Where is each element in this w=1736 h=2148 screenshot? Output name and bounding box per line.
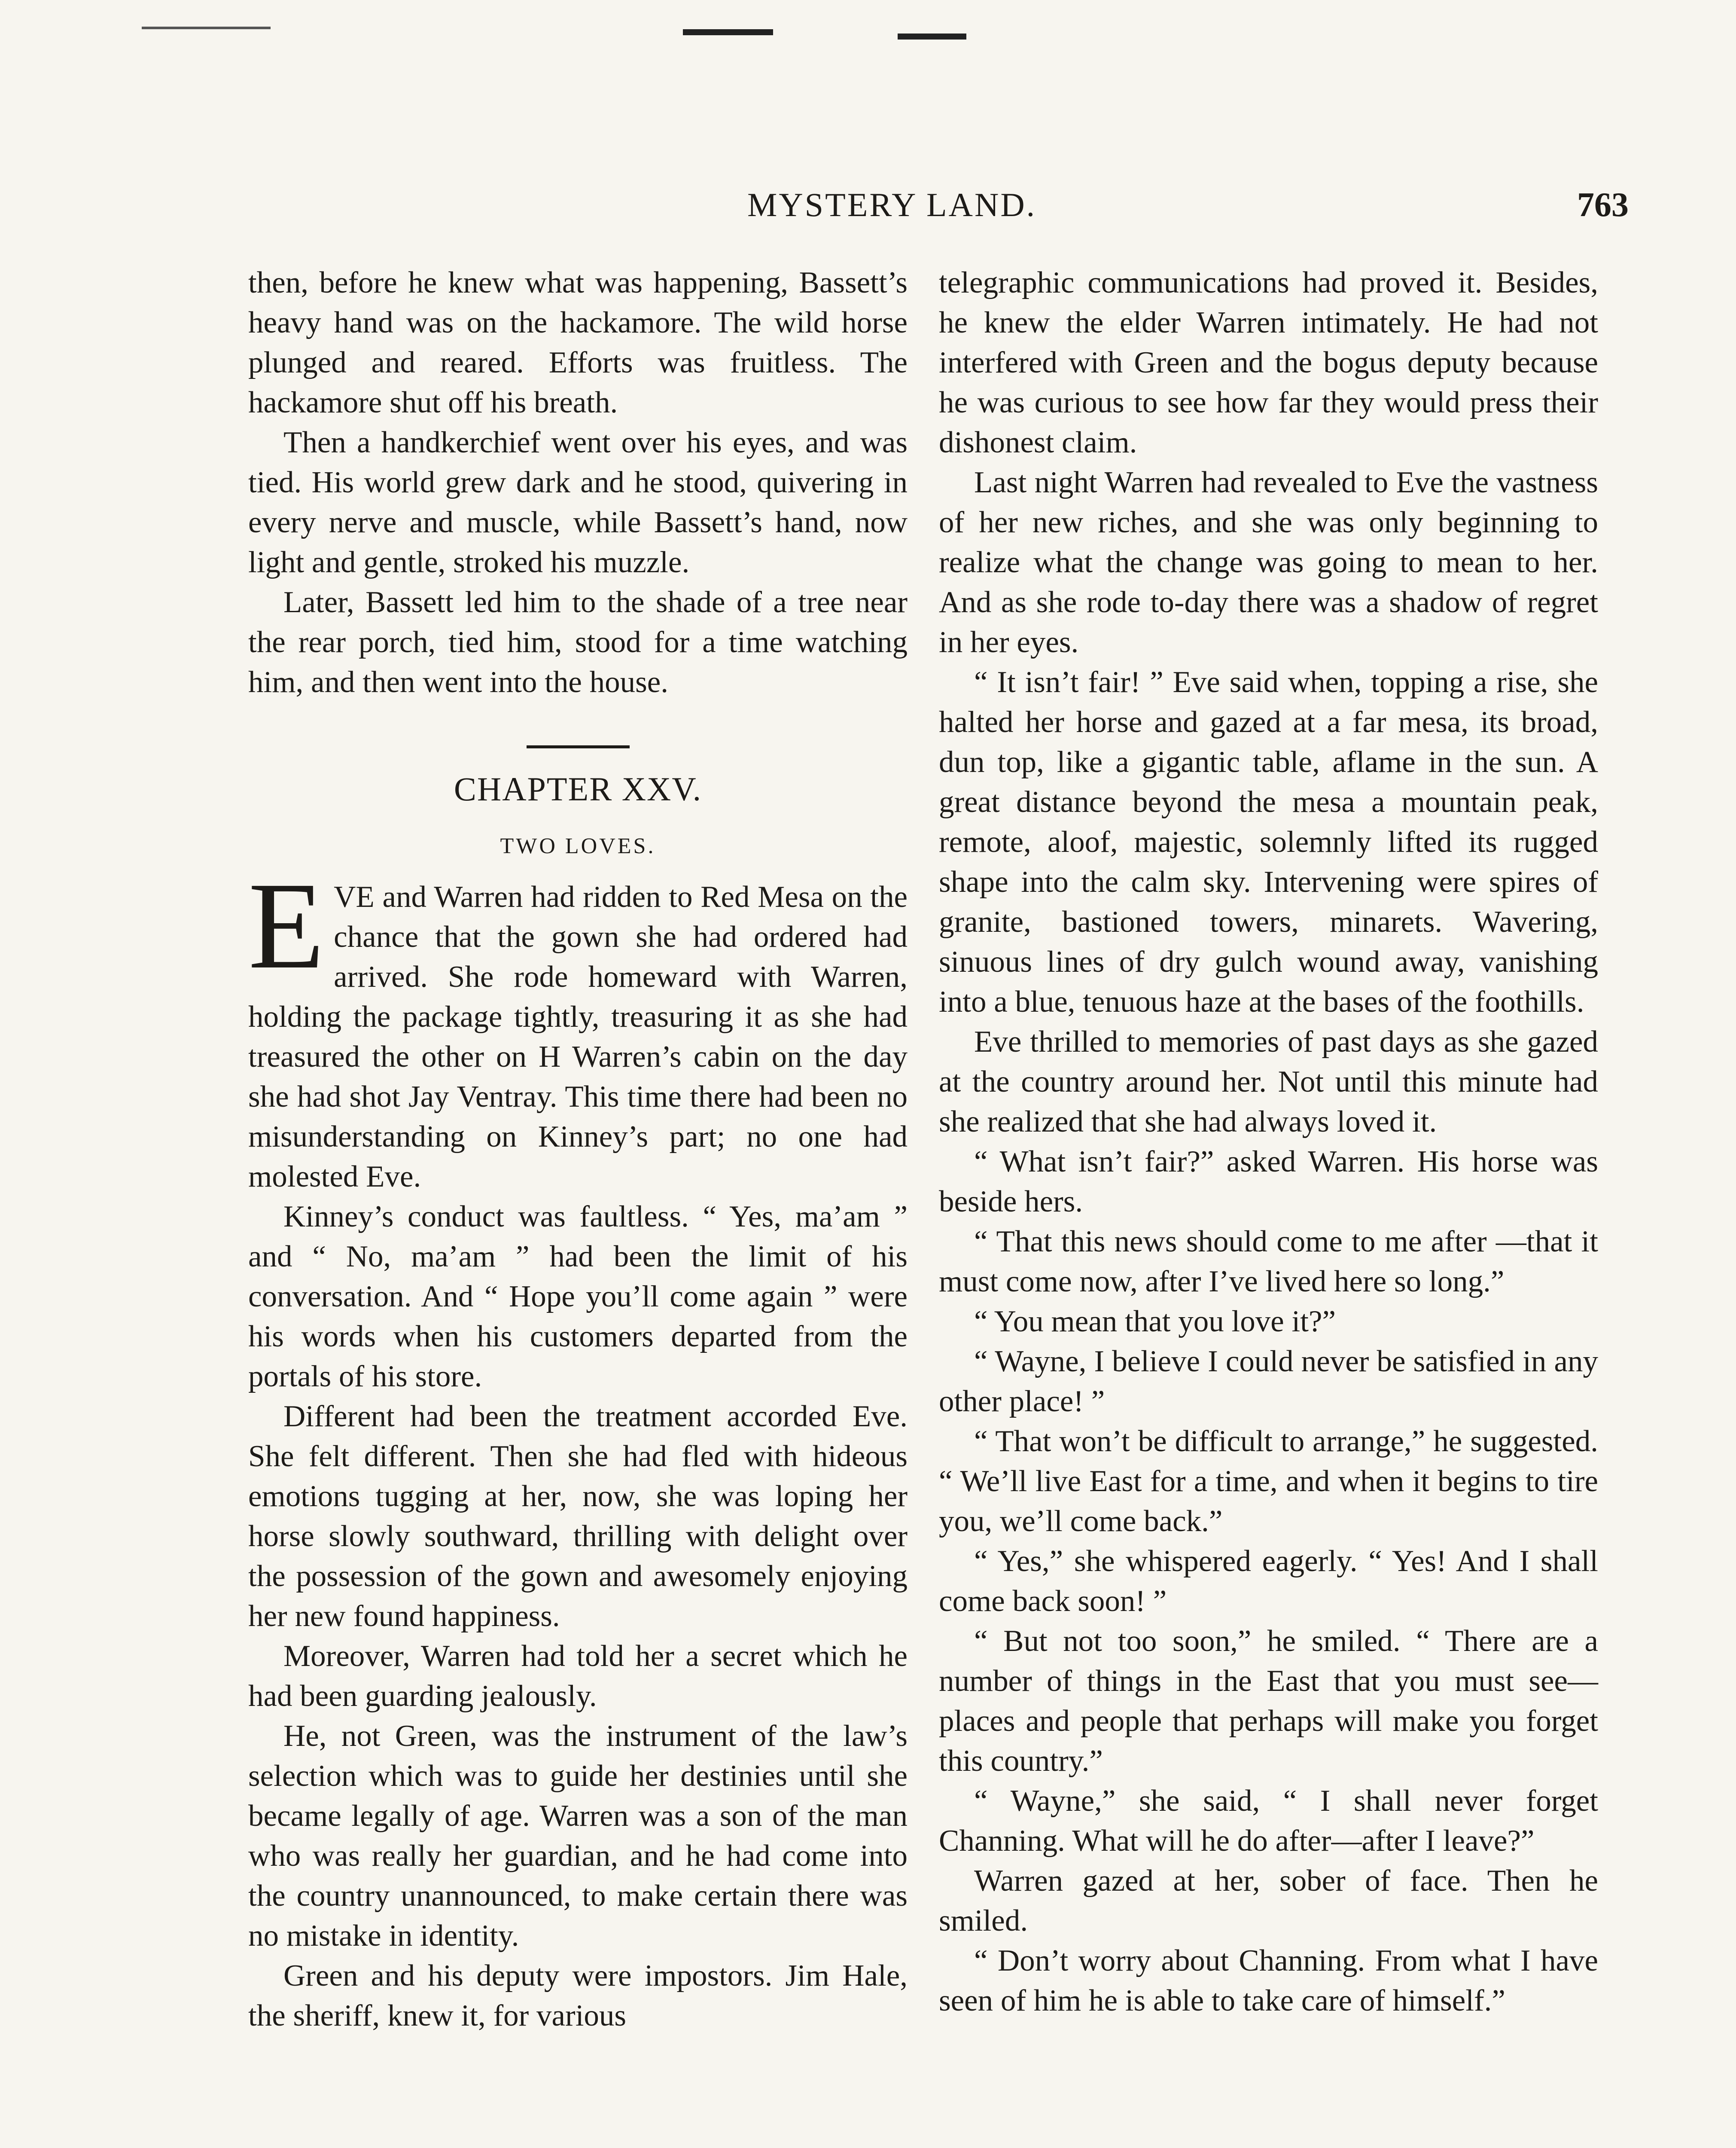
section-rule bbox=[527, 745, 630, 748]
paragraph: “ It isn’t fair! ” Eve said when, topping a rise, she halted her horse and gazed at a far mesa, its broad, dun top, like a gigantic table, aflame in the sun. A great distance beyond the mesa a mountain peak, remote, aloof, majestic, solemnly lifted its rugged shape into the calm sky. Intervening were spires of granite, bastioned towers, minarets. Wavering, sinuous lines of dry gulch wound away, vanishing into a blue, tenuous haze at the bases of the foothills. bbox=[939, 665, 1598, 1019]
chapter-title: CHAPTER XXV. bbox=[454, 770, 702, 808]
scan-mark bbox=[683, 29, 773, 35]
paragraph: He, not Green, was the instrument of the law’s selection which was to guide her destinies until she became legally of age. Warren was a son of the man who was really her guardian, and he had come into the country unannounced, to make certain there was no mistake in identity. bbox=[248, 1719, 908, 1953]
page-number: 763 bbox=[1577, 186, 1629, 224]
paragraph: “ That this news should come to me after —that it must come now, after I’ve lived here so long.” bbox=[939, 1225, 1598, 1298]
paragraph: “ What isn’t fair?” asked Warren. His horse was beside hers. bbox=[939, 1145, 1598, 1218]
scan-mark bbox=[142, 27, 271, 29]
right-column bbox=[939, 263, 1598, 2021]
paragraph: Eve thrilled to memories of past days as she gazed at the country around her. Not until this minute had she realized that she had always loved it. bbox=[939, 1025, 1598, 1138]
left-column bbox=[248, 263, 908, 2036]
paragraph: Different had been the treatment accorded Eve. She felt different. Then she had fled with hideous emotions tugging at her, now, she was loping her horse slowly southward, thrilling with delight over the possession of the gown and awesomely enjoying her new found happiness. bbox=[248, 1400, 908, 1633]
paragraph: telegraphic communications had proved it. Besides, he knew the elder Warren intimately. He had not interfered with Green and the bogus deputy because he was curious to see how far they would press their dishonest claim. bbox=[939, 266, 1598, 459]
paragraph-text: VE and Warren had ridden to Red Mesa on the chance that the gown she had ordered had arrived. She rode homeward with Warren, holding the package tightly, treasuring it as she had treasured the other on H Warren’s cabin on the day she had shot Jay Ventray. This time there had been no misunderstanding on Kinney’s part; no one had molested Eve. bbox=[248, 880, 908, 1193]
paragraph: Moreover, Warren had told her a secret which he had been guarding jealously. bbox=[248, 1639, 908, 1713]
paragraph: Green and his deputy were impostors. Jim Hale, the sheriff, knew it, for various bbox=[248, 1959, 908, 2032]
running-head: MYSTERY LAND. bbox=[747, 186, 1037, 223]
scan-mark bbox=[898, 34, 966, 40]
paragraph: Warren gazed at her, sober of face. Then he smiled. bbox=[939, 1864, 1598, 1937]
paragraph: Last night Warren had revealed to Eve the vastness of her new riches, and she was only beginning to realize what the change was going to mean to her. And as she rode to-day there was a shadow of regret in her eyes. bbox=[939, 466, 1598, 659]
paragraph: “ Don’t worry about Channing. From what I have seen of him he is able to take care of himself.” bbox=[939, 1944, 1598, 2017]
paragraph: then, before he knew what was happening, Bassett’s heavy hand was on the hackamore. The wild horse plunged and reared. Efforts was fruitless. The hackamore shut off his breath. bbox=[248, 266, 908, 419]
paragraph: “ Wayne, I believe I could never be satisfied in any other place! ” bbox=[939, 1345, 1598, 1418]
paragraph: Later, Bassett led him to the shade of a tree near the rear porch, tied him, stood for a time watching him, and then went into the house. bbox=[248, 586, 908, 699]
paragraph: Kinney’s conduct was faultless. “ Yes, ma’am ” and “ No, ma’am ” had been the limit of his conversation. And “ Hope you’ll come again ” were his words when his customers departed from the portals of his store. bbox=[248, 1200, 908, 1393]
paragraph: “ You mean that you love it?” bbox=[974, 1305, 1336, 1338]
paragraph: “ That won’t be difficult to arrange,” he suggested. “ We’ll live East for a time, and when it begins to tire you, we’ll come back.” bbox=[939, 1425, 1598, 1538]
chapter-first-paragraph bbox=[248, 857, 908, 1197]
paragraph: “ Wayne,” she said, “ I shall never forget Channing. What will he do after—after I leave?” bbox=[939, 1784, 1598, 1858]
chapter-subtitle: TWO LOVES. bbox=[500, 834, 656, 858]
paragraph: “ But not too soon,” he smiled. “ There are a number of things in the East that you must see—places and people that perhaps will make you forget this country.” bbox=[939, 1624, 1598, 1778]
paragraph: “ Yes,” she whispered eagerly. “ Yes! And I shall come back soon! ” bbox=[939, 1544, 1598, 1618]
drop-cap: E bbox=[248, 857, 325, 995]
paragraph: Then a handkerchief went over his eyes, and was tied. His world grew dark and he stood, quivering in every nerve and muscle, while Bassett’s hand, now light and gentle, stroked his muzzle. bbox=[248, 426, 908, 579]
